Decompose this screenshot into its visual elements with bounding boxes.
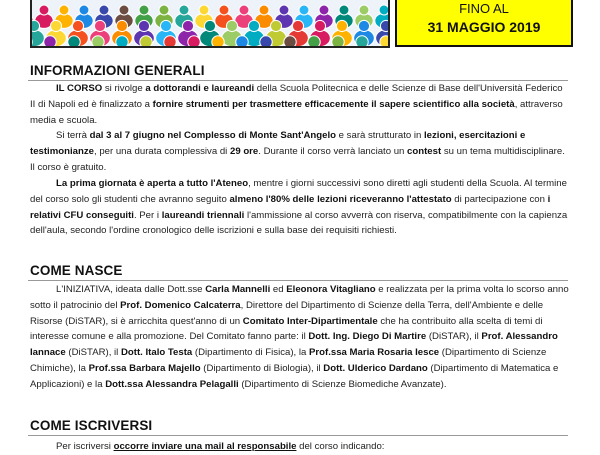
crowd-person-head xyxy=(239,5,249,15)
crowd-person-head xyxy=(99,5,109,15)
crowd-person-head xyxy=(140,36,152,48)
crowd-person-head xyxy=(248,20,259,31)
crowd-person-head xyxy=(379,5,389,15)
crowd-person-head xyxy=(179,5,189,15)
deadline-date: 31 MAGGIO 2019 xyxy=(427,19,541,35)
crowd-person-head xyxy=(292,20,303,31)
crowd-person-head xyxy=(188,36,200,48)
crowd-person-head xyxy=(116,20,127,31)
info-paragraph-3: La prima giornata è aperta a tutto l'Ateneo, mentre i giorni successivi sono diretti agli studenti della Scuola. Al termine del corso solo gli studenti che avranno seguito almeno l'80% delle lezioni riceveranno l'attestato di partecipazione con i relativi CFU conseguiti. Per i laureandi triennali l'ammissione al corso avverrà con riserva, compatibilmente con la capienza dell'aula, secondo l'ordine cronologico delle iscrizioni e sulla base dei requisiti richiesti. xyxy=(30,178,568,237)
info-paragraph-1: IL CORSO si rivolge a dottorandi e laureandi della Scuola Politecnica e delle Scienze di Base dell'Università Federico II di Napoli ed è finalizzato a fornire strumenti per trasmettere efficacemente il sapere scientifico alla società, attraverso media e scuola. xyxy=(30,83,563,126)
crowd-person-head xyxy=(226,20,237,31)
section-divider xyxy=(28,435,568,436)
crowd-person-head xyxy=(339,5,349,15)
crowd-person-head xyxy=(94,20,105,31)
section-title-signup: COME ISCRIVERSI xyxy=(30,418,153,433)
crowd-person-head xyxy=(59,5,69,15)
crowd-person-head xyxy=(380,36,390,48)
crowd-person-head xyxy=(356,36,368,48)
crowd-person-head xyxy=(204,20,215,31)
crowd-person-head xyxy=(332,36,344,48)
crowd-person-head xyxy=(182,20,193,31)
crowd-icon xyxy=(30,0,390,48)
crowd-person-head xyxy=(139,5,149,15)
crowd-person-head xyxy=(44,36,56,48)
crowd-person-head xyxy=(308,36,320,48)
crowd-person-head xyxy=(116,36,128,48)
crowd-person-head xyxy=(336,20,347,31)
crowd-person-head xyxy=(380,20,390,31)
header-banner xyxy=(0,0,600,56)
section-title-info: INFORMAZIONI GENERALI xyxy=(30,63,205,78)
origin-paragraph: L'INIZIATIVA, ideata dalle Dott.sse Carla Mannelli ed Eleonora Vitagliano e realizzata per la prima volta lo scorso anno sotto il patrocinio del Prof. Domenico Calcaterra, Direttore del Dipartimento di Scienze della Terra, dell'Ambiente e delle Risorse (DiSTAR), si è arricchita quest'anno di un Comitato Inter-Dipartimentale che ha contribuito alla scelta di temi di interesse comune e alla promozione. Del Comitato fanno parte: il Dott. Ing. Diego Di Martire (DiSTAR), il Prof. Alessandro Iannace (DiSTAR), il Dott. Italo Testa (Dipartimento di Fisica), la Prof.ssa Maria Rosaria Iesce (Dipartimento di Scienze Chimiche), la Prof.ssa Barbara Majello (Dipartimento di Biologia), il Dott. Ulderico Dardano (Dipartimento di Matematica e Applicazioni) e la Dott.ssa Alessandra Pelagalli (Dipartimento di Scienze Biomediche Avanzate). xyxy=(30,284,569,390)
crowd-person-head xyxy=(314,20,325,31)
crowd-person-head xyxy=(199,5,209,15)
crowd-person-head xyxy=(79,5,89,15)
section-divider xyxy=(28,280,568,281)
info-paragraph-2: Si terrà dal 3 al 7 giugno nel Complesso di Monte Sant'Angelo e sarà strutturato in lezioni, esercitazioni e testimonianze, per una durata complessiva di 29 ore. Durante il corso verrà lanciato un contest su un tema multidisciplinare. Il corso è gratuito. xyxy=(30,130,565,173)
crowd-person-head xyxy=(30,20,40,31)
crowd-person-head xyxy=(92,36,104,48)
crowd-person-head xyxy=(159,5,169,15)
crowd-person-head xyxy=(160,20,171,31)
crowd-person-head xyxy=(284,36,296,48)
crowd-person-head xyxy=(359,5,369,15)
crowd-person-head xyxy=(50,20,61,31)
crowd-person-head xyxy=(260,36,272,48)
crowd-person-head xyxy=(270,20,281,31)
signup-paragraph: Per iscriversi occorre inviare una mail al responsabile del corso indicando: xyxy=(56,441,385,452)
crowd-person-head xyxy=(358,20,369,31)
crowd-person-head xyxy=(219,5,229,15)
crowd-person-head xyxy=(39,5,49,15)
crowd-person-head xyxy=(319,5,329,15)
deadline-prefix: FINO AL xyxy=(459,1,509,16)
crowd-person-head xyxy=(164,36,176,48)
crowd-illustration xyxy=(30,0,390,48)
crowd-person-head xyxy=(138,20,149,31)
crowd-person-head xyxy=(68,36,80,48)
crowd-person-head xyxy=(72,20,83,31)
crowd-person-head xyxy=(212,36,224,48)
section-title-origin: COME NASCE xyxy=(30,263,123,278)
crowd-person-head xyxy=(259,5,269,15)
crowd-person-head xyxy=(279,5,289,15)
crowd-person-head xyxy=(299,5,309,15)
deadline-box xyxy=(395,0,573,47)
crowd-person-head xyxy=(119,5,129,15)
crowd-person-head xyxy=(236,36,248,48)
